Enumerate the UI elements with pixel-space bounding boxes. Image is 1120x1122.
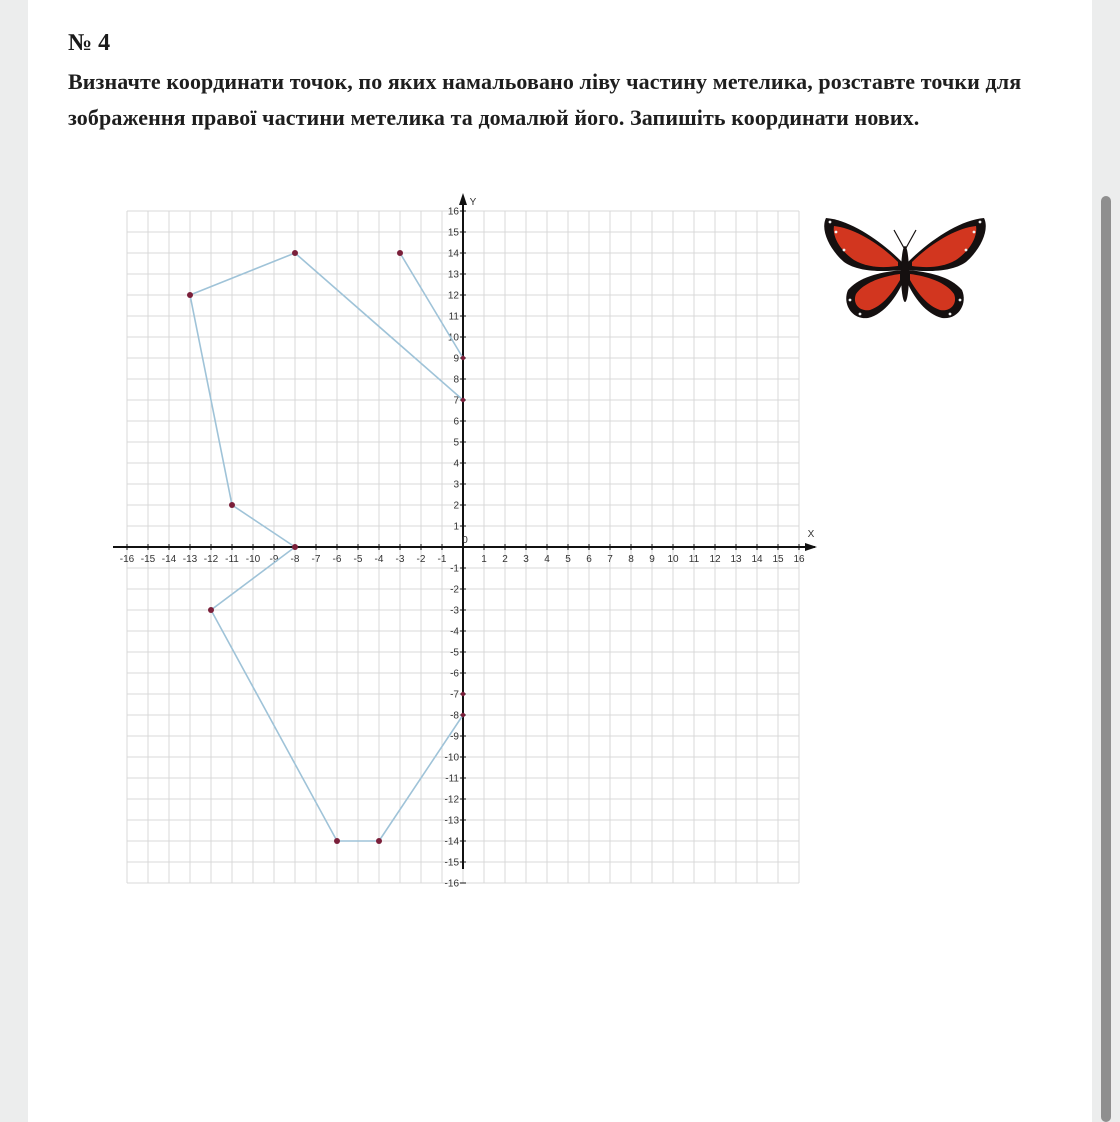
x-tick-label: 0 xyxy=(462,535,468,546)
y-tick-label: 13 xyxy=(447,269,459,281)
scrollbar[interactable] xyxy=(1101,196,1111,1122)
y-tick-label: 14 xyxy=(447,248,459,260)
wing-dot xyxy=(949,313,952,316)
y-tick-label: -1 xyxy=(450,563,459,575)
butterfly-antenna-left xyxy=(894,230,904,248)
y-tick-label: 6 xyxy=(453,416,459,428)
marked-point xyxy=(229,502,235,508)
wing-dot xyxy=(859,313,862,316)
marked-point xyxy=(376,838,382,844)
y-tick-label: 12 xyxy=(447,290,459,302)
x-tick-label: -5 xyxy=(353,554,363,565)
x-tick-label: -11 xyxy=(225,554,239,565)
x-tick-label: -7 xyxy=(311,554,321,565)
x-tick-label: -12 xyxy=(203,554,219,565)
x-tick-label: -1 xyxy=(437,554,447,565)
y-tick-label: -11 xyxy=(445,773,459,785)
y-tick-label: -15 xyxy=(444,857,459,869)
butterfly-antenna-right xyxy=(906,230,916,248)
y-tick-label: 8 xyxy=(453,374,459,386)
wing-dot xyxy=(965,249,968,252)
y-tick-label: -4 xyxy=(450,626,459,638)
x-tick-label: 3 xyxy=(523,554,529,565)
marked-point xyxy=(292,250,298,256)
wing-dot xyxy=(959,299,962,302)
x-tick-label: 2 xyxy=(502,554,508,565)
axes xyxy=(113,193,817,869)
y-tick-label: 10 xyxy=(447,332,459,344)
x-axis-label: X xyxy=(807,529,815,540)
y-tick-label: -8 xyxy=(450,710,459,722)
marked-point xyxy=(292,544,298,550)
wing-dot xyxy=(979,221,982,224)
x-tick-label: 15 xyxy=(772,554,784,565)
y-tick-label: -12 xyxy=(444,794,459,806)
y-axis-arrow xyxy=(459,193,467,205)
x-tick-label: 11 xyxy=(688,554,700,565)
wing-dot xyxy=(973,231,976,234)
task-number: № 4 xyxy=(68,30,111,56)
y-tick-label: -14 xyxy=(444,836,459,848)
x-tick-label: -2 xyxy=(416,554,426,565)
y-tick-label: 7 xyxy=(453,395,459,407)
y-tick-label: -16 xyxy=(444,878,459,890)
y-tick-label: 2 xyxy=(453,500,459,512)
y-tick-label: -2 xyxy=(450,584,459,596)
x-tick-label: -10 xyxy=(245,554,261,565)
x-tick-label: -16 xyxy=(119,554,135,565)
wing-dot xyxy=(829,221,832,224)
tick-labels xyxy=(120,197,815,890)
y-tick-label: -13 xyxy=(444,815,459,827)
wing-dot xyxy=(843,249,846,252)
worksheet-page xyxy=(28,0,1092,1122)
axis-point xyxy=(461,356,465,360)
butterfly-body xyxy=(901,246,909,302)
marked-point xyxy=(208,607,214,613)
y-tick-label: -7 xyxy=(450,689,459,701)
x-tick-label: -15 xyxy=(140,554,156,565)
axis-point xyxy=(461,713,465,717)
y-tick-label: -5 xyxy=(450,647,459,659)
x-tick-label: 5 xyxy=(565,554,571,565)
x-tick-label: -9 xyxy=(269,554,279,565)
x-tick-label: 16 xyxy=(793,554,805,565)
y-tick-label: 4 xyxy=(453,458,459,470)
marked-point xyxy=(397,250,403,256)
y-axis-label: Y xyxy=(469,197,477,208)
x-tick-label: -8 xyxy=(290,554,300,565)
x-tick-label: -3 xyxy=(395,554,405,565)
x-axis-arrow xyxy=(805,543,817,551)
x-tick-label: 14 xyxy=(751,554,763,565)
coordinate-plane xyxy=(68,185,828,900)
x-tick-label: 8 xyxy=(628,554,634,565)
axis-point xyxy=(461,398,465,402)
x-tick-label: 13 xyxy=(730,554,742,565)
y-tick-label: 9 xyxy=(453,353,459,365)
x-tick-label: -4 xyxy=(374,554,384,565)
y-tick-label: -10 xyxy=(444,752,459,764)
y-tick-label: 11 xyxy=(448,311,459,323)
x-tick-label: 12 xyxy=(709,554,721,565)
marked-point xyxy=(334,838,340,844)
x-tick-label: 7 xyxy=(607,554,613,565)
x-tick-label: -14 xyxy=(161,554,177,565)
butterfly-image xyxy=(820,210,990,328)
x-tick-label: -13 xyxy=(182,554,198,565)
y-tick-label: -3 xyxy=(450,605,459,617)
y-tick-label: 1 xyxy=(453,521,459,533)
wing-dot xyxy=(835,231,838,234)
task-text: Визначте координати точок, по яких намальовано ліву частину метелика, розставте точки для зображення правої частини метелика та домалюй його. Запишіть координати нових. xyxy=(68,69,1022,130)
x-tick-label: 6 xyxy=(586,554,592,565)
y-tick-label: -6 xyxy=(450,668,459,680)
x-tick-label: 10 xyxy=(667,554,679,565)
y-tick-label: 15 xyxy=(447,227,459,239)
x-tick-label: 9 xyxy=(649,554,655,565)
y-tick-label: 3 xyxy=(453,479,459,491)
x-tick-label: -6 xyxy=(332,554,342,565)
x-tick-label: 1 xyxy=(481,554,487,565)
y-tick-label: 5 xyxy=(453,437,459,449)
x-tick-label: 4 xyxy=(544,554,550,565)
y-tick-label: -9 xyxy=(450,731,459,743)
marked-point xyxy=(187,292,193,298)
axis-point xyxy=(461,692,465,696)
wing-dot xyxy=(849,299,852,302)
y-tick-label: 16 xyxy=(447,206,459,218)
